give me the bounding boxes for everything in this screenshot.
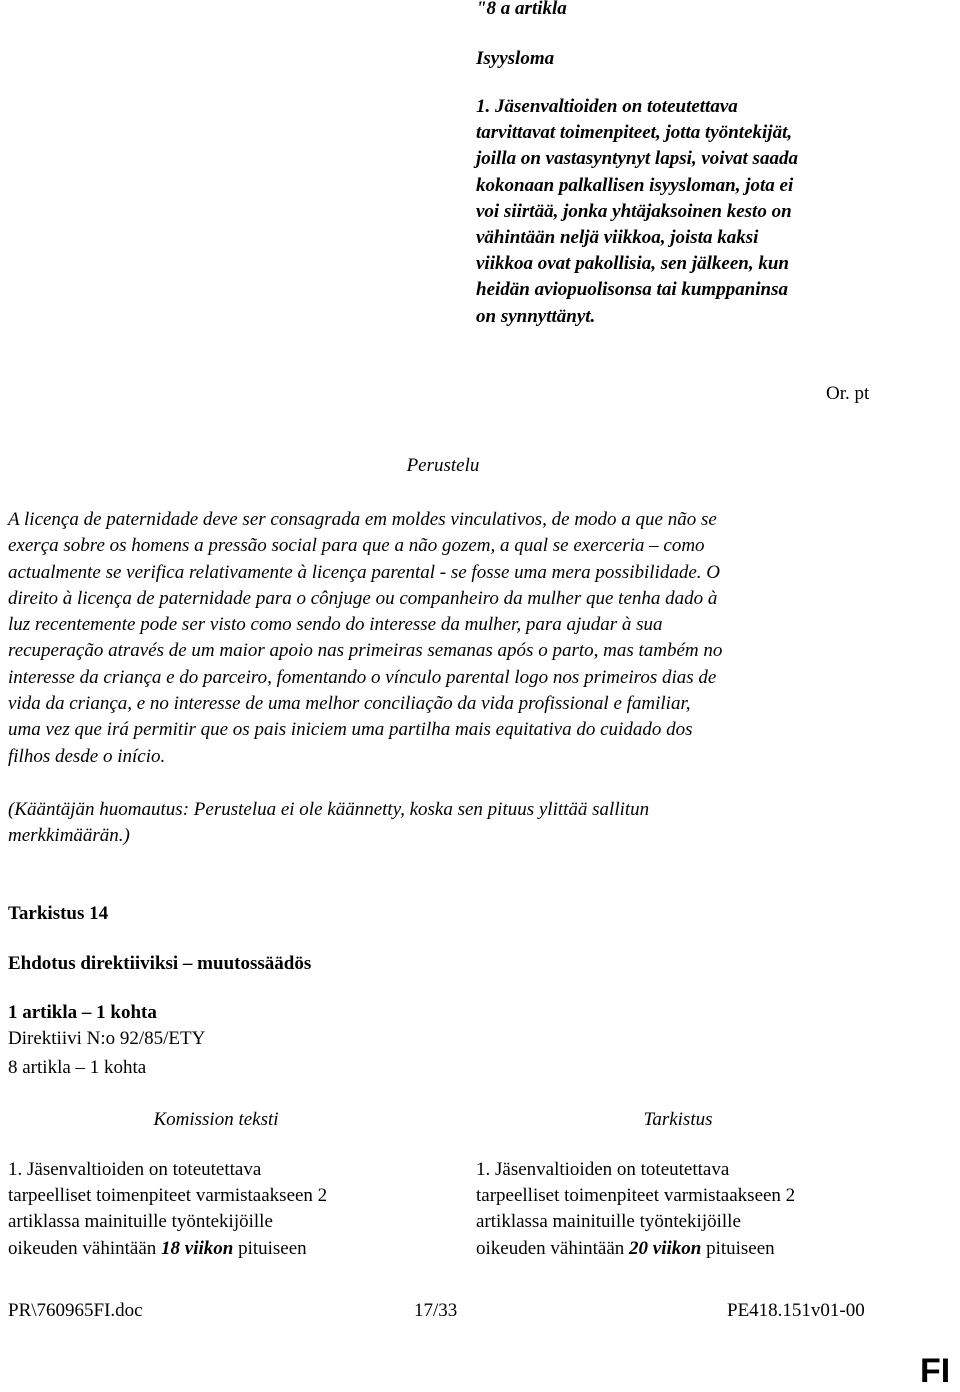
amendment-line-last xyxy=(476,1236,795,1262)
justification-line: A licença de paternidade deve ser consagrada em moldes vinculativos, de modo a que não se xyxy=(8,509,717,530)
amended-line: voi siirtää, jonka yhtäjaksoinen kesto on xyxy=(476,200,792,222)
footer-pe-ref: PE418.151v01-00 xyxy=(727,1300,865,1321)
commission-last-prefix: oikeuden vähintään xyxy=(8,1237,162,1259)
article-quote-title: "8 a artikla xyxy=(476,0,567,19)
amended-line: kokonaan palkallisen isyysloman, jota ei xyxy=(476,174,794,196)
justification-line: vida da criança, e no interesse de uma melhor conciliação da vida profissional e familiar, xyxy=(8,693,691,715)
commission-line-last xyxy=(8,1236,327,1262)
amended-line: 1. Jäsenvaltioiden on toteutettava xyxy=(476,96,738,117)
left-column-heading: Komission teksti xyxy=(153,1109,279,1130)
translator-note-line: merkkimäärän.) xyxy=(8,825,130,847)
footer-doc-ref: PR\760965FI.doc xyxy=(8,1300,143,1321)
language-mark: FI xyxy=(920,1352,951,1390)
justification-line: luz recentemente pode ser visto como sendo do interesse da mulher, para ajudar à sua xyxy=(8,614,663,636)
amendment-line: artiklassa mainituille työntekijöille xyxy=(476,1211,741,1233)
justification-line: filhos desde o início. xyxy=(8,745,166,767)
justification-line: exerça sobre os homens a pressão social para que a não gozem, a qual se exerceria – como xyxy=(8,535,705,557)
amended-line: tarvittavat toimenpiteet, jotta työntekijät, xyxy=(476,122,793,144)
justification-text xyxy=(8,507,888,770)
amendment-emphasis: 20 viikon xyxy=(629,1237,702,1259)
footer-page-number: 17/33 xyxy=(414,1300,458,1321)
right-column-heading: Tarkistus xyxy=(643,1109,713,1130)
commission-line: 1. Jäsenvaltioiden on toteutettava xyxy=(8,1159,262,1180)
amendment-article-ref: 1 artikla – 1 kohta xyxy=(8,1002,157,1023)
justification-heading: Perustelu xyxy=(406,455,480,476)
amendment-line: 1. Jäsenvaltioiden on toteutettava xyxy=(476,1159,730,1180)
amended-paragraph xyxy=(476,94,896,330)
amendment-last-suffix: pituiseen xyxy=(701,1237,775,1259)
translator-note-line: (Kääntäjän huomautus: Perustelua ei ole käännetty, koska sen pituus ylittää sallitun xyxy=(8,799,650,820)
commission-text xyxy=(8,1157,327,1262)
commission-line: tarpeelliset toimenpiteet varmistaakseen 2 xyxy=(8,1185,328,1207)
amended-line: viikkoa ovat pakollisia, sen jälkeen, kun xyxy=(476,253,789,275)
amended-line: joilla on vastasyntynyt lapsi, voivat saada xyxy=(476,148,798,170)
justification-line: interesse da criança e do parceiro, fomentando o vínculo parental logo nos primeiros dias de xyxy=(8,666,717,688)
commission-emphasis: 18 viikon xyxy=(161,1237,234,1259)
amended-line: on synnyttänyt. xyxy=(476,305,596,327)
original-language-marker: Or. pt xyxy=(826,383,870,404)
justification-line: uma vez que irá permitir que os pais iniciem uma partilha mais equitativa do cuidado dos xyxy=(8,719,693,741)
amendment-line: tarpeelliset toimenpiteet varmistaakseen 2 xyxy=(476,1185,796,1207)
amendment-sub-ref: 8 artikla – 1 kohta xyxy=(8,1057,147,1078)
justification-line: actualmente se verifica relativamente à licença parental - se fosse uma mera possibilidade. O xyxy=(8,561,720,583)
commission-last-suffix: pituiseen xyxy=(233,1237,307,1259)
amendment-text xyxy=(476,1157,795,1262)
justification-line: direito à licença de paternidade para o cônjuge ou companheiro da mulher que tenha dado à xyxy=(8,587,718,609)
justification-line: recuperação através de um maior apoio nas primeiras semanas após o parto, mas também no xyxy=(8,640,723,662)
article-subtitle: Isyysloma xyxy=(476,48,555,69)
amended-line: heidän aviopuolisonsa tai kumppaninsa xyxy=(476,279,788,301)
translator-note xyxy=(8,797,888,850)
amendment-title: Tarkistus 14 xyxy=(8,903,109,924)
amendment-proposal: Ehdotus direktiiviksi – muutossäädös xyxy=(8,953,312,974)
amendment-directive-ref: Direktiivi N:o 92/85/ETY xyxy=(8,1028,206,1049)
commission-line: artiklassa mainituille työntekijöille xyxy=(8,1211,273,1233)
amended-line: vähintään neljä viikkoa, joista kaksi xyxy=(476,227,759,249)
amendment-last-prefix: oikeuden vähintään xyxy=(476,1237,630,1259)
